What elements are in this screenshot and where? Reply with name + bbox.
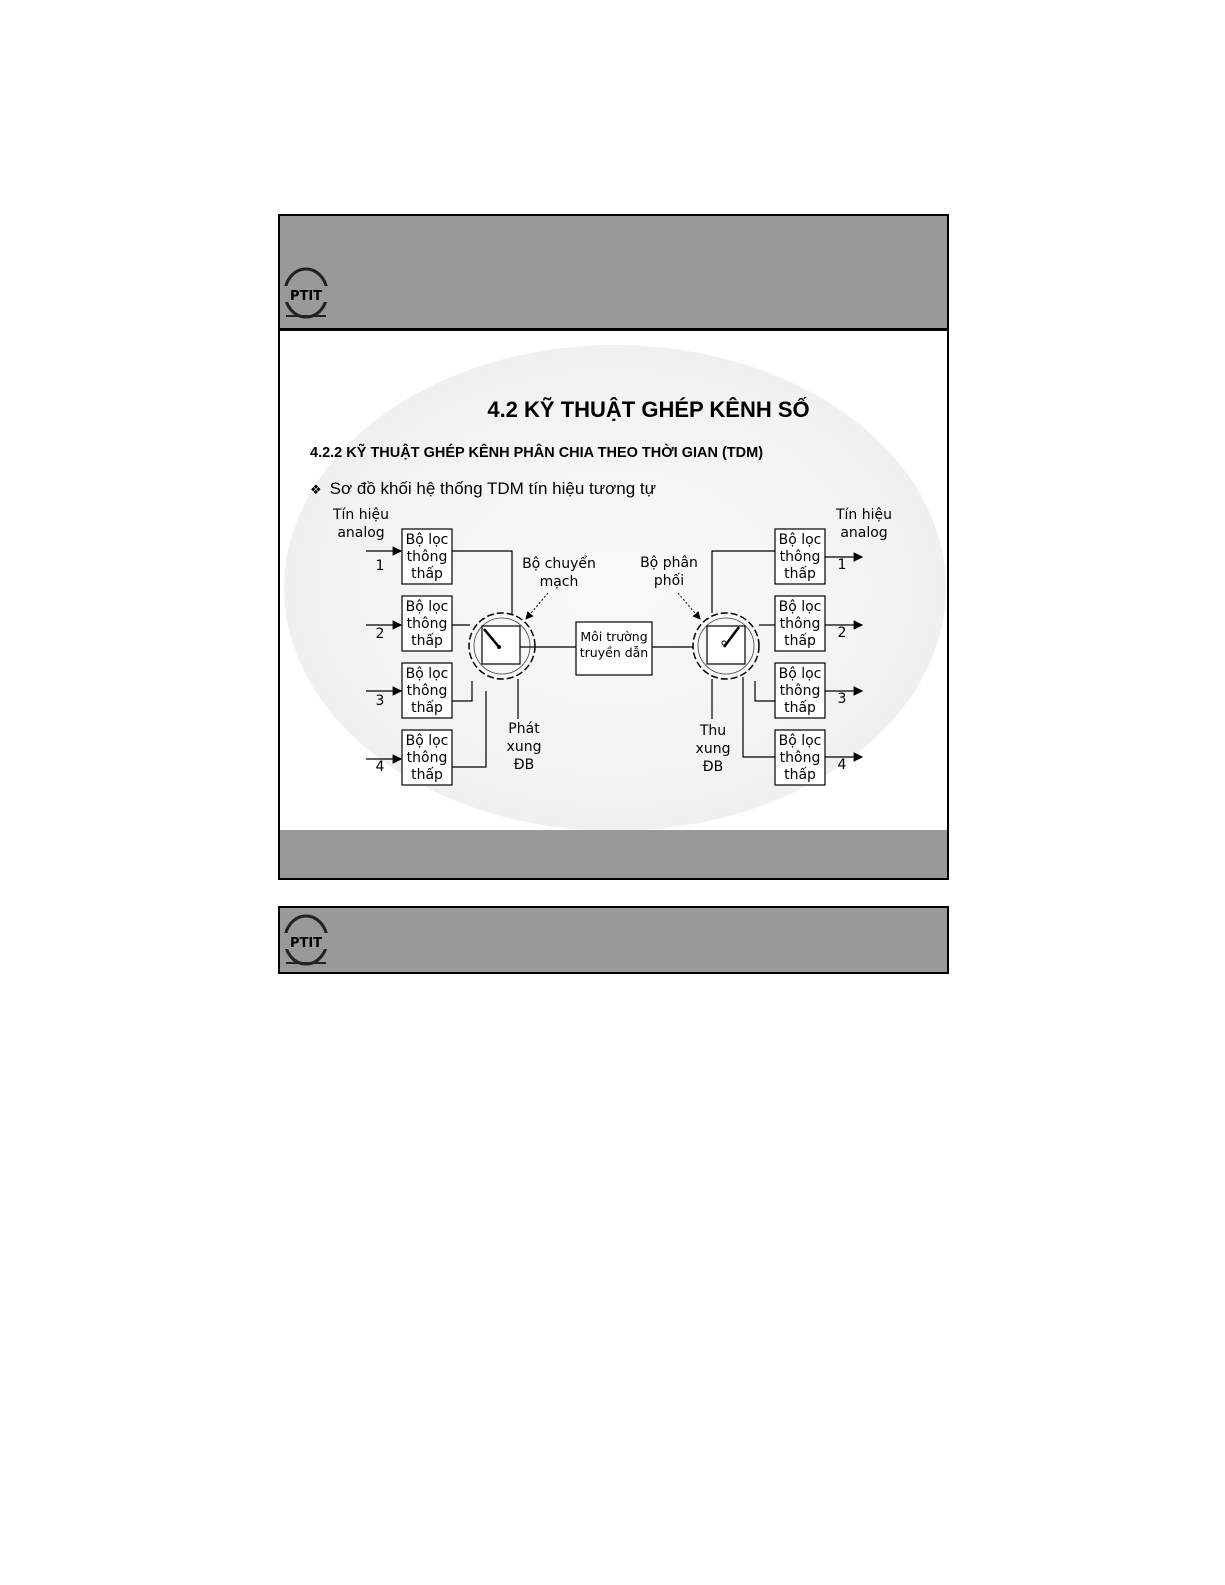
distributor-label-line1: Bộ phân	[640, 555, 698, 571]
logo-text-footer: PTIT	[289, 936, 323, 951]
tx-sync-line1: Phát	[508, 721, 540, 737]
svg-text:Bộ lọc: Bộ lọc	[405, 666, 449, 682]
tx-channel-4: 4	[375, 759, 385, 775]
transmission-medium	[576, 622, 652, 675]
slide-content	[280, 331, 947, 832]
slide	[278, 214, 949, 880]
rx-channel-2: 2	[837, 625, 847, 641]
tdm-block-diagram	[280, 501, 949, 801]
distributor-switch	[693, 613, 759, 679]
svg-text:Bộ lọc: Bộ lọc	[778, 532, 822, 548]
rx-channel-1: 1	[837, 557, 847, 573]
svg-text:thông: thông	[406, 616, 448, 632]
svg-text:truyền dẫn: truyền dẫn	[579, 645, 649, 660]
rx-sync-line1: Thu	[699, 723, 727, 739]
rx-filter-3	[775, 663, 825, 718]
next-slide-header	[278, 906, 949, 974]
bullet-diamond-icon: ❖	[310, 482, 322, 497]
ptit-logo	[282, 266, 330, 320]
bullet-line	[310, 479, 656, 499]
svg-text:Môi trường: Môi trường	[580, 629, 648, 644]
tx-sync-line2: xung	[506, 739, 542, 755]
svg-text:Bộ lọc: Bộ lọc	[405, 599, 449, 615]
svg-text:Bộ lọc: Bộ lọc	[405, 733, 449, 749]
output-label-line2: analog	[840, 525, 888, 541]
ptit-logo-footer	[282, 913, 330, 967]
tx-filter-1	[402, 529, 452, 584]
svg-text:thấp: thấp	[784, 767, 816, 783]
svg-text:thông: thông	[779, 683, 821, 699]
tx-sync-line3: ĐB	[513, 757, 535, 773]
tx-filter-3	[402, 663, 452, 718]
svg-text:Bộ lọc: Bộ lọc	[778, 733, 822, 749]
distributor-label-line2: phối	[653, 573, 685, 589]
rx-filter-1	[775, 529, 825, 584]
svg-text:thấp: thấp	[411, 633, 443, 649]
tx-channel-1: 1	[375, 558, 385, 574]
rx-channel-4: 4	[837, 757, 847, 773]
tx-channel-3: 3	[375, 693, 385, 709]
svg-text:thấp: thấp	[411, 700, 443, 716]
slide-title: 4.2 KỸ THUẬT GHÉP KÊNH SỐ	[487, 397, 810, 422]
tx-channel-2: 2	[375, 626, 385, 642]
svg-text:thấp: thấp	[411, 566, 443, 582]
rx-sync-line2: xung	[695, 741, 731, 757]
commutator-switch	[469, 613, 535, 679]
rx-filter-4	[775, 730, 825, 785]
svg-text:thấp: thấp	[784, 633, 816, 649]
switch-label-line1: Bộ chuyển	[522, 556, 596, 572]
switch-label-line2: mạch	[539, 574, 579, 590]
slide-bottom-bar	[280, 830, 947, 878]
slide-logo-bar	[280, 262, 947, 331]
rx-filter-2	[775, 596, 825, 651]
slide-subtitle: 4.2.2 KỸ THUẬT GHÉP KÊNH PHÂN CHIA THEO THỜI GIAN (TDM)	[310, 445, 764, 461]
svg-text:thông: thông	[406, 750, 448, 766]
svg-text:Bộ lọc: Bộ lọc	[778, 666, 822, 682]
logo-text: PTIT	[289, 289, 323, 304]
rx-sync-line3: ĐB	[702, 759, 724, 775]
svg-text:thông: thông	[779, 750, 821, 766]
tx-filter-2	[402, 596, 452, 651]
svg-text:Bộ lọc: Bộ lọc	[405, 532, 449, 548]
svg-text:thông: thông	[406, 683, 448, 699]
output-label-line1: Tín hiệu	[835, 507, 893, 523]
svg-text:thông: thông	[779, 616, 821, 632]
bullet-text: Sơ đồ khối hệ thống TDM tín hiệu tương tự	[329, 479, 657, 498]
rx-channel-3: 3	[837, 691, 847, 707]
svg-text:thông: thông	[406, 549, 448, 565]
input-label-line2: analog	[337, 525, 385, 541]
svg-text:Bộ lọc: Bộ lọc	[778, 599, 822, 615]
svg-text:thấp: thấp	[411, 767, 443, 783]
svg-text:thấp: thấp	[784, 700, 816, 716]
slide-top-bar	[280, 216, 947, 264]
svg-text:thấp: thấp	[784, 566, 816, 582]
tx-filter-4	[402, 730, 452, 785]
input-label-line1: Tín hiệu	[332, 507, 390, 523]
svg-text:thông: thông	[779, 549, 821, 565]
